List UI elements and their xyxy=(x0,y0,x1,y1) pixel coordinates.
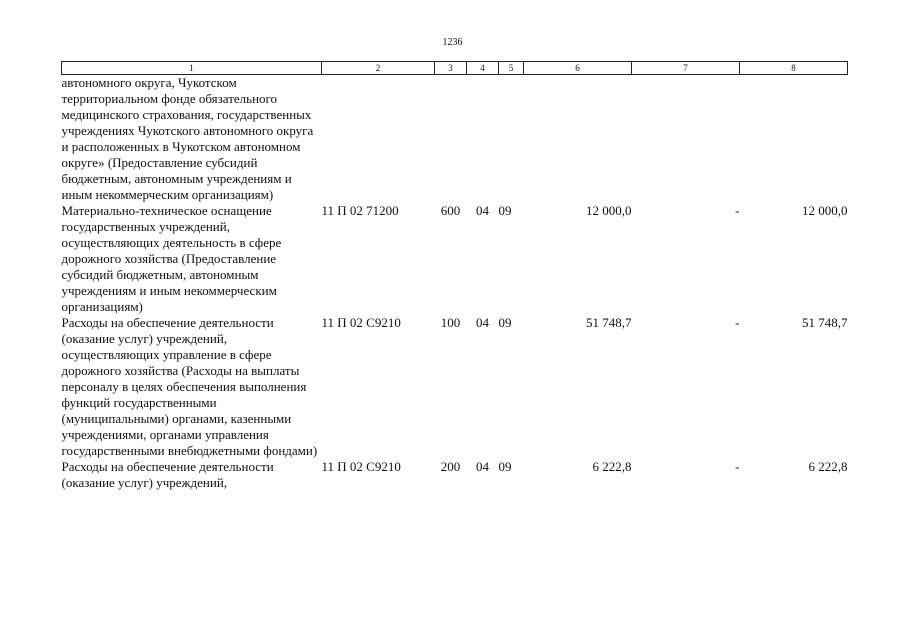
row-amount-federal: - xyxy=(735,203,740,218)
table-row xyxy=(62,459,848,491)
row-name: Материально-техническое оснащение государственных учреждений, осуществляющих деятельность в сфере дорожного хозяйства (Предоставление субсидий бюджетным, автономным учреждениям и иным некоммерческим организациям) xyxy=(61,203,282,314)
row-section: 04 xyxy=(476,203,489,218)
column-header-3: 3 xyxy=(435,62,467,75)
row-name: Расходы на обеспечение деятельности (оказание услуг) учреждений, xyxy=(61,459,274,490)
row-amount-regional: 51 748,7 xyxy=(802,315,848,330)
row-amount-federal: - xyxy=(735,315,740,330)
row-amount-regional: 12 000,0 xyxy=(802,203,848,218)
column-header-7: 7 xyxy=(632,62,740,75)
row-section: 04 xyxy=(476,459,489,474)
column-header-2: 2 xyxy=(322,62,435,75)
column-header-1: 1 xyxy=(62,62,322,75)
table-row xyxy=(62,315,848,459)
row-section: 04 xyxy=(476,315,489,330)
header-row xyxy=(62,62,848,75)
row-amount-regional: 6 222,8 xyxy=(808,459,848,474)
budget-table xyxy=(61,61,848,491)
row-amount-federal: - xyxy=(735,459,740,474)
row-amount-total xyxy=(524,75,632,204)
row-code xyxy=(322,75,435,204)
row-expense-type: 200 xyxy=(440,459,461,474)
row-expense-type xyxy=(435,75,467,204)
column-header-8: 8 xyxy=(740,62,848,75)
table-row xyxy=(62,203,848,315)
row-subsection xyxy=(499,75,524,204)
row-code: 11 П 02 71200 xyxy=(321,203,399,218)
row-section xyxy=(467,75,499,204)
row-code: 11 П 02 С9210 xyxy=(321,315,401,330)
table-row xyxy=(62,75,848,204)
row-expense-type: 600 xyxy=(440,203,461,218)
row-subsection: 09 xyxy=(498,459,512,474)
row-subsection: 09 xyxy=(498,203,512,218)
row-amount-total: 12 000,0 xyxy=(586,203,632,218)
row-subsection: 09 xyxy=(498,315,512,330)
row-code: 11 П 02 С9210 xyxy=(321,459,401,474)
row-name: Расходы на обеспечение деятельности (оказание услуг) учреждений, осуществляющих управление в сфере дорожного хозяйства (Расходы на выплаты персоналу в целях обеспечения выполнения функций государственными (муниципальными) органами, казенными учреждениями, органами управления государственными внебюджетными фондами) xyxy=(61,315,318,458)
page-number: 1236 xyxy=(442,37,463,48)
column-header-4: 4 xyxy=(467,62,499,75)
row-amount-total: 6 222,8 xyxy=(592,459,632,474)
row-amount-total: 51 748,7 xyxy=(586,315,632,330)
row-name: автономного округа, Чукотском территориальном фонде обязательного медицинского страхования, государственных учреждениях Чукотского автономного округа и расположенных в Чукотском автономном округе» (Предоставление субсидий бюджетным, автономным учреждениям и иным некоммерческим организациям) xyxy=(61,75,314,202)
column-header-5: 5 xyxy=(499,62,524,75)
row-expense-type: 100 xyxy=(440,315,461,330)
column-header-6: 6 xyxy=(524,62,632,75)
row-amount-regional xyxy=(740,75,848,204)
row-amount-federal xyxy=(632,75,740,204)
